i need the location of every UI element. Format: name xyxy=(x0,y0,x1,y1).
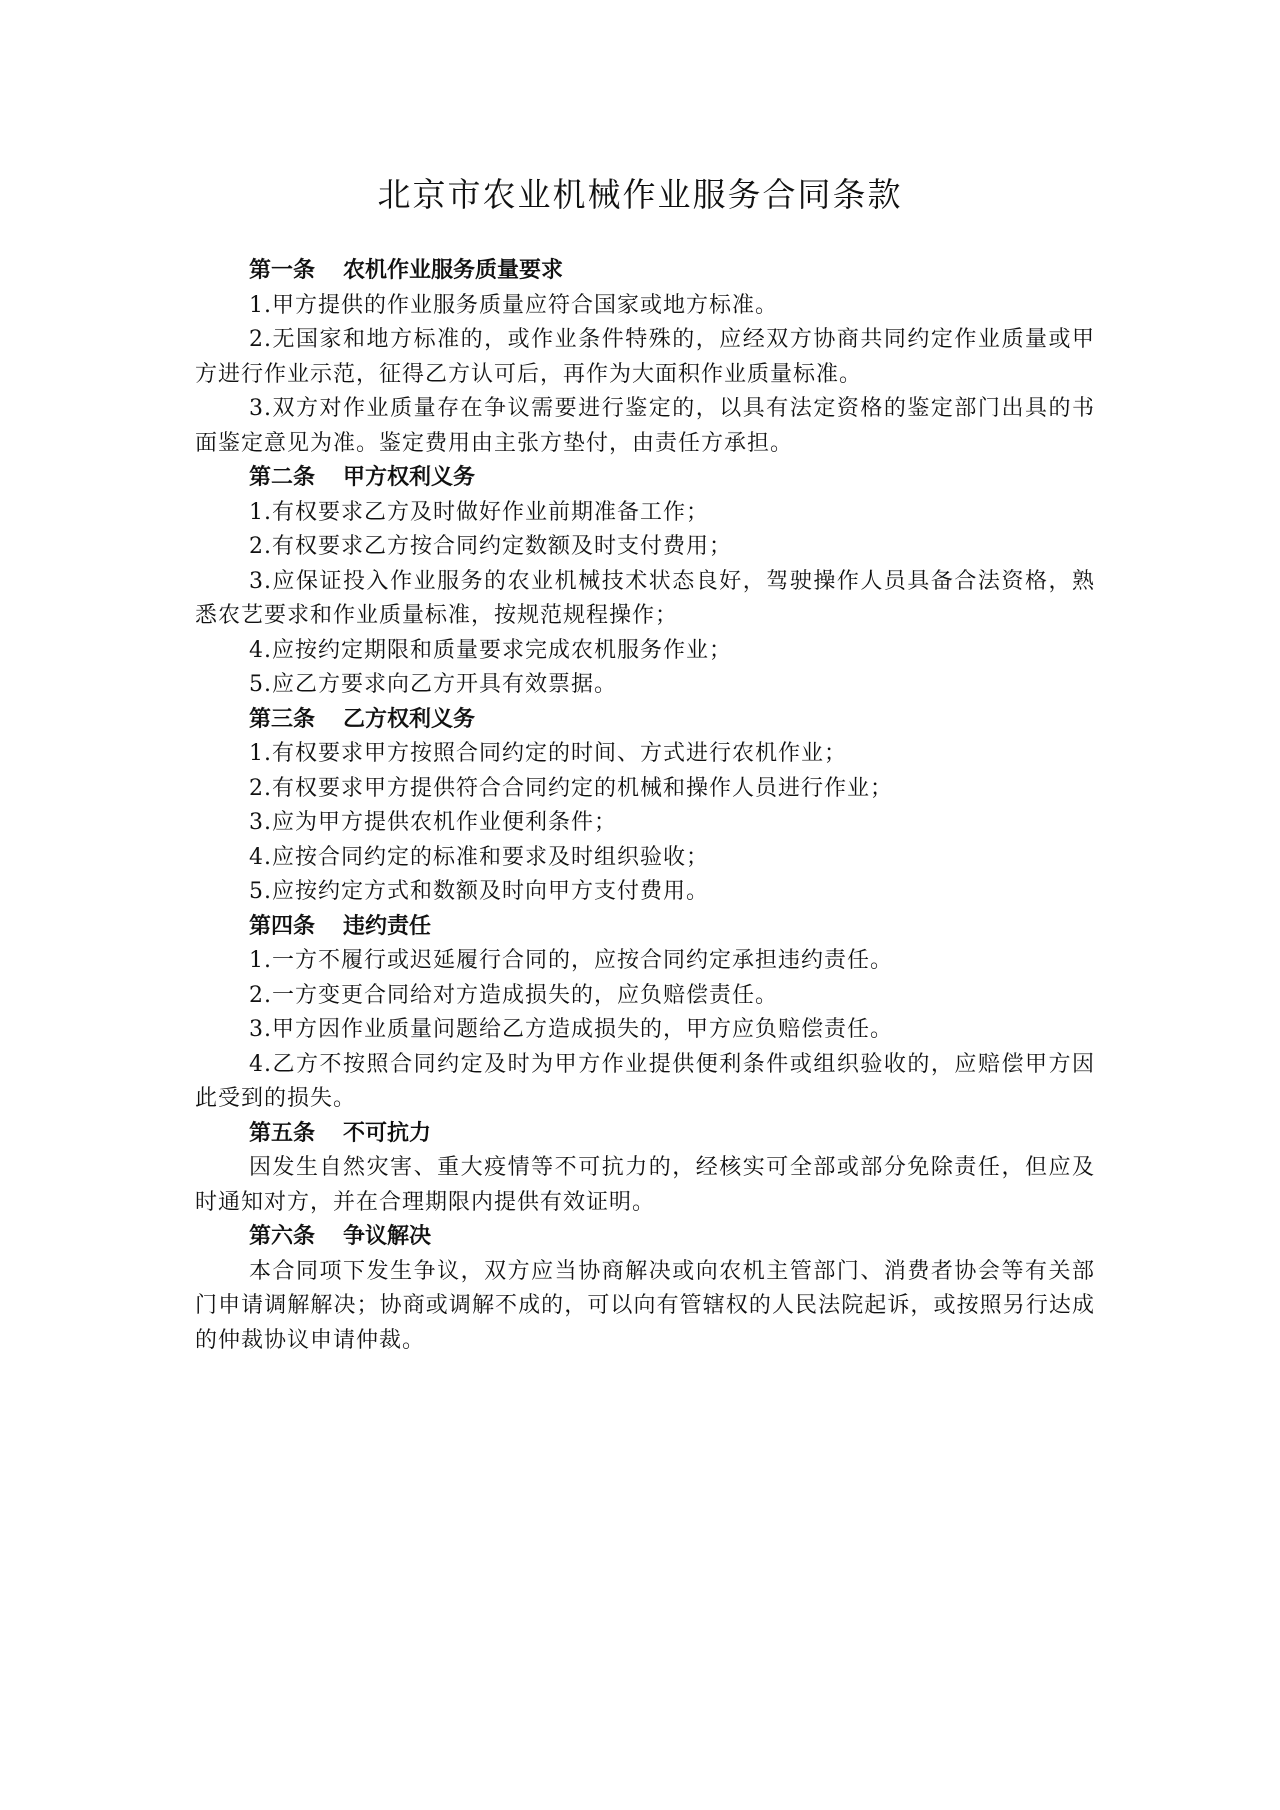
article-5 xyxy=(195,1117,1095,1221)
paragraph: 3.应保证投入作业服务的农业机械技术状态良好，驾驶操作人员具备合法资格，熟悉农艺要求和作业质量标准，按规范规程操作； xyxy=(195,568,1095,628)
article-title: 甲方权利义务 xyxy=(343,465,476,490)
document-title: 北京市农业机械作业服务合同条款 xyxy=(377,175,903,214)
article-heading xyxy=(195,1220,1095,1255)
article-title: 违约责任 xyxy=(343,913,432,939)
article-2 xyxy=(195,461,1095,703)
paragraph: 2.一方变更合同给对方造成损失的，应负赔偿责任。 xyxy=(249,982,778,1008)
article-number: 第二条 xyxy=(249,465,316,490)
paragraph: 3.应为甲方提供农机作业便利条件； xyxy=(249,810,617,835)
article-number: 第六条 xyxy=(249,1224,316,1249)
paragraph: 1.有权要求甲方按照合同约定的时间、方式进行农机作业； xyxy=(249,741,847,766)
paragraph: 1.一方不履行或迟延履行合同的，应按合同约定承担违约责任。 xyxy=(249,948,893,973)
paragraph: 5.应乙方要求向乙方开具有效票据。 xyxy=(249,672,617,697)
paragraph: 4.应按约定期限和质量要求完成农机服务作业； xyxy=(249,637,732,663)
paragraph: 1.甲方提供的作业服务质量应符合国家或地方标准。 xyxy=(249,292,778,318)
article-number: 第三条 xyxy=(249,706,316,732)
paragraph: 4.乙方不按照合同约定及时为甲方作业提供便利条件或组织验收的，应赔偿甲方因此受到的损失。 xyxy=(195,1051,1095,1111)
paragraph: 5.应按约定方式和数额及时向甲方支付费用。 xyxy=(249,879,709,904)
paragraph: 3.双方对作业质量存在争议需要进行鉴定的，以具有法定资格的鉴定部门出具的书面鉴定意见为准。鉴定费用由主张方垫付，由责任方承担。 xyxy=(195,396,1095,456)
article-heading xyxy=(195,254,1095,289)
paragraph: 本合同项下发生争议，双方应当协商解决或向农机主管部门、消费者协会等有关部门申请调解解决；协商或调解不成的，可以向有管辖权的人民法院起诉，或按照另行达成的仲裁协议申请仲裁。 xyxy=(195,1258,1095,1353)
article-4 xyxy=(195,910,1095,1117)
paragraph: 4.应按合同约定的标准和要求及时组织验收； xyxy=(249,844,709,870)
article-3 xyxy=(195,703,1095,910)
paragraph: 2.有权要求甲方提供符合合同约定的机械和操作人员进行作业； xyxy=(249,775,893,801)
article-title: 不可抗力 xyxy=(343,1120,432,1146)
paragraph: 因发生自然灾害、重大疫情等不可抗力的，经核实可全部或部分免除责任，但应及时通知对方，并在合理期限内提供有效证明。 xyxy=(195,1155,1095,1215)
article-number: 第四条 xyxy=(249,913,316,939)
article-number: 第一条 xyxy=(249,258,316,283)
article-heading xyxy=(195,703,1095,738)
article-title: 乙方权利义务 xyxy=(343,706,476,732)
article-heading xyxy=(195,1117,1095,1152)
article-title: 争议解决 xyxy=(343,1224,432,1249)
paragraph: 2.无国家和地方标准的，或作业条件特殊的，应经双方协商共同约定作业质量或甲方进行作业示范，征得乙方认可后，再作为大面积作业质量标准。 xyxy=(195,327,1095,387)
article-heading xyxy=(195,461,1095,496)
article-heading xyxy=(195,910,1095,945)
paragraph: 1.有权要求乙方及时做好作业前期准备工作； xyxy=(249,499,709,525)
document-body xyxy=(195,254,1095,1358)
article-number: 第五条 xyxy=(249,1120,316,1146)
paragraph: 2.有权要求乙方按合同约定数额及时支付费用； xyxy=(249,534,732,559)
article-title: 农机作业服务质量要求 xyxy=(343,258,564,283)
paragraph: 3.甲方因作业质量问题给乙方造成损失的，甲方应负赔偿责任。 xyxy=(249,1017,893,1042)
article-1 xyxy=(195,254,1095,461)
article-6 xyxy=(195,1220,1095,1358)
